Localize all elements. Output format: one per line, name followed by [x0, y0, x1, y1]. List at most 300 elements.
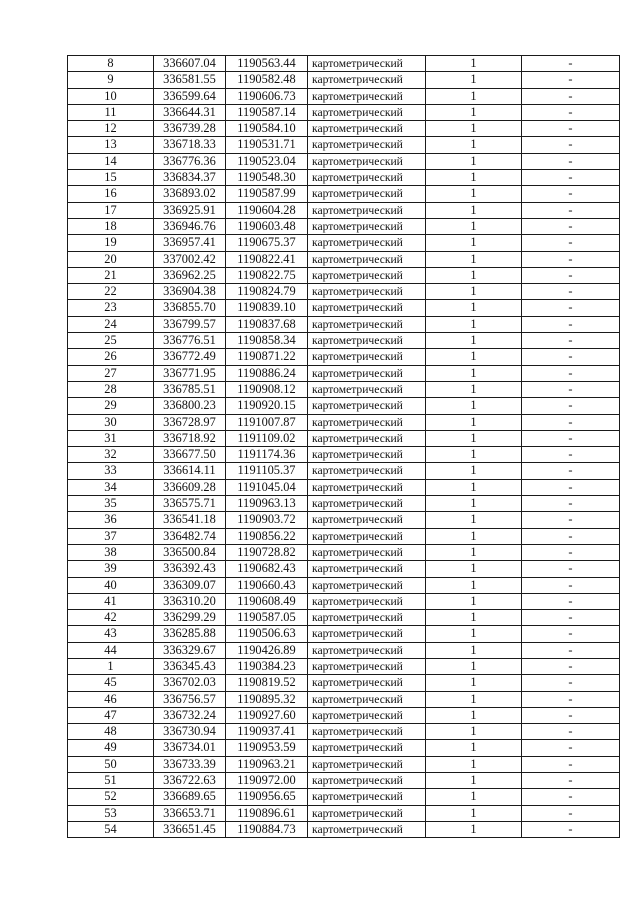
table-row — [68, 691, 620, 707]
method-cell: картометрический — [308, 512, 426, 528]
table-row — [68, 528, 620, 544]
method-cell: картометрический — [308, 284, 426, 300]
x-coordinate-cell: 336689.65 — [154, 789, 226, 805]
x-coordinate-cell: 336772.49 — [154, 349, 226, 365]
note-cell: - — [522, 88, 620, 104]
table-row — [68, 675, 620, 691]
note-cell: - — [522, 137, 620, 153]
y-coordinate-cell: 1190963.13 — [226, 496, 308, 512]
x-coordinate-cell: 336776.36 — [154, 153, 226, 169]
table-row — [68, 496, 620, 512]
point-number-cell: 14 — [68, 153, 154, 169]
point-number-cell: 24 — [68, 316, 154, 332]
method-cell: картометрический — [308, 186, 426, 202]
method-cell: картометрический — [308, 414, 426, 430]
table-row — [68, 756, 620, 772]
y-coordinate-cell: 1191007.87 — [226, 414, 308, 430]
point-number-cell: 32 — [68, 447, 154, 463]
accuracy-cell: 1 — [426, 724, 522, 740]
point-number-cell: 20 — [68, 251, 154, 267]
method-cell: картометрический — [308, 72, 426, 88]
method-cell: картометрический — [308, 349, 426, 365]
point-number-cell: 47 — [68, 707, 154, 723]
point-number-cell: 15 — [68, 170, 154, 186]
table-row — [68, 414, 620, 430]
y-coordinate-cell: 1190908.12 — [226, 381, 308, 397]
table-row — [68, 235, 620, 251]
accuracy-cell: 1 — [426, 398, 522, 414]
note-cell: - — [522, 821, 620, 837]
y-coordinate-cell: 1190523.04 — [226, 153, 308, 169]
x-coordinate-cell: 336609.28 — [154, 479, 226, 495]
x-coordinate-cell: 336893.02 — [154, 186, 226, 202]
accuracy-cell: 1 — [426, 561, 522, 577]
method-cell: картометрический — [308, 658, 426, 674]
point-number-cell: 10 — [68, 88, 154, 104]
point-number-cell: 29 — [68, 398, 154, 414]
note-cell: - — [522, 398, 620, 414]
accuracy-cell: 1 — [426, 789, 522, 805]
note-cell: - — [522, 756, 620, 772]
y-coordinate-cell: 1190587.99 — [226, 186, 308, 202]
table-row — [68, 821, 620, 837]
x-coordinate-cell: 336734.01 — [154, 740, 226, 756]
note-cell: - — [522, 789, 620, 805]
x-coordinate-cell: 336776.51 — [154, 333, 226, 349]
y-coordinate-cell: 1190608.49 — [226, 593, 308, 609]
accuracy-cell: 1 — [426, 544, 522, 560]
x-coordinate-cell: 336329.67 — [154, 642, 226, 658]
accuracy-cell: 1 — [426, 88, 522, 104]
note-cell: - — [522, 381, 620, 397]
y-coordinate-cell: 1191174.36 — [226, 447, 308, 463]
accuracy-cell: 1 — [426, 284, 522, 300]
note-cell: - — [522, 740, 620, 756]
x-coordinate-cell: 336946.76 — [154, 218, 226, 234]
y-coordinate-cell: 1190584.10 — [226, 121, 308, 137]
point-number-cell: 30 — [68, 414, 154, 430]
y-coordinate-cell: 1190604.28 — [226, 202, 308, 218]
x-coordinate-cell: 336607.04 — [154, 56, 226, 72]
point-number-cell: 33 — [68, 463, 154, 479]
table-row — [68, 593, 620, 609]
table-row — [68, 365, 620, 381]
x-coordinate-cell: 336482.74 — [154, 528, 226, 544]
point-number-cell: 18 — [68, 218, 154, 234]
y-coordinate-cell: 1190837.68 — [226, 316, 308, 332]
y-coordinate-cell: 1190956.65 — [226, 789, 308, 805]
method-cell: картометрический — [308, 381, 426, 397]
note-cell: - — [522, 496, 620, 512]
note-cell: - — [522, 284, 620, 300]
x-coordinate-cell: 336653.71 — [154, 805, 226, 821]
method-cell: картометрический — [308, 724, 426, 740]
note-cell: - — [522, 121, 620, 137]
note-cell: - — [522, 316, 620, 332]
x-coordinate-cell: 336957.41 — [154, 235, 226, 251]
x-coordinate-cell: 336718.33 — [154, 137, 226, 153]
table-row — [68, 170, 620, 186]
accuracy-cell: 1 — [426, 675, 522, 691]
method-cell: картометрический — [308, 202, 426, 218]
table-row — [68, 316, 620, 332]
accuracy-cell: 1 — [426, 170, 522, 186]
accuracy-cell: 1 — [426, 365, 522, 381]
accuracy-cell: 1 — [426, 756, 522, 772]
note-cell: - — [522, 251, 620, 267]
y-coordinate-cell: 1190953.59 — [226, 740, 308, 756]
table-row — [68, 267, 620, 283]
x-coordinate-cell: 336309.07 — [154, 577, 226, 593]
method-cell: картометрический — [308, 528, 426, 544]
method-cell: картометрический — [308, 821, 426, 837]
table-row — [68, 789, 620, 805]
x-coordinate-cell: 336345.43 — [154, 658, 226, 674]
coordinates-table — [67, 55, 620, 838]
table-row — [68, 349, 620, 365]
x-coordinate-cell: 336299.29 — [154, 610, 226, 626]
point-number-cell: 41 — [68, 593, 154, 609]
note-cell: - — [522, 267, 620, 283]
y-coordinate-cell: 1191109.02 — [226, 430, 308, 446]
point-number-cell: 39 — [68, 561, 154, 577]
accuracy-cell: 1 — [426, 186, 522, 202]
x-coordinate-cell: 336575.71 — [154, 496, 226, 512]
accuracy-cell: 1 — [426, 56, 522, 72]
note-cell: - — [522, 691, 620, 707]
x-coordinate-cell: 336581.55 — [154, 72, 226, 88]
point-number-cell: 28 — [68, 381, 154, 397]
y-coordinate-cell: 1190675.37 — [226, 235, 308, 251]
x-coordinate-cell: 336733.39 — [154, 756, 226, 772]
x-coordinate-cell: 336651.45 — [154, 821, 226, 837]
point-number-cell: 51 — [68, 773, 154, 789]
table-row — [68, 300, 620, 316]
table-row — [68, 137, 620, 153]
table-row — [68, 398, 620, 414]
note-cell: - — [522, 528, 620, 544]
table-row — [68, 88, 620, 104]
point-number-cell: 26 — [68, 349, 154, 365]
accuracy-cell: 1 — [426, 610, 522, 626]
point-number-cell: 19 — [68, 235, 154, 251]
point-number-cell: 11 — [68, 104, 154, 120]
point-number-cell: 13 — [68, 137, 154, 153]
table-row — [68, 381, 620, 397]
x-coordinate-cell: 336599.64 — [154, 88, 226, 104]
x-coordinate-cell: 336855.70 — [154, 300, 226, 316]
table-row — [68, 186, 620, 202]
point-number-cell: 35 — [68, 496, 154, 512]
y-coordinate-cell: 1190824.79 — [226, 284, 308, 300]
y-coordinate-cell: 1190587.14 — [226, 104, 308, 120]
y-coordinate-cell: 1190587.05 — [226, 610, 308, 626]
table-row — [68, 740, 620, 756]
table-row — [68, 805, 620, 821]
note-cell: - — [522, 218, 620, 234]
method-cell: картометрический — [308, 316, 426, 332]
accuracy-cell: 1 — [426, 137, 522, 153]
y-coordinate-cell: 1190856.22 — [226, 528, 308, 544]
x-coordinate-cell: 336392.43 — [154, 561, 226, 577]
accuracy-cell: 1 — [426, 121, 522, 137]
y-coordinate-cell: 1190903.72 — [226, 512, 308, 528]
method-cell: картометрический — [308, 805, 426, 821]
note-cell: - — [522, 773, 620, 789]
method-cell: картометрический — [308, 496, 426, 512]
method-cell: картометрический — [308, 740, 426, 756]
note-cell: - — [522, 56, 620, 72]
method-cell: картометрический — [308, 430, 426, 446]
point-number-cell: 17 — [68, 202, 154, 218]
x-coordinate-cell: 336728.97 — [154, 414, 226, 430]
table-row — [68, 561, 620, 577]
y-coordinate-cell: 1190506.63 — [226, 626, 308, 642]
accuracy-cell: 1 — [426, 300, 522, 316]
accuracy-cell: 1 — [426, 153, 522, 169]
x-coordinate-cell: 336500.84 — [154, 544, 226, 560]
point-number-cell: 8 — [68, 56, 154, 72]
method-cell: картометрический — [308, 610, 426, 626]
y-coordinate-cell: 1190927.60 — [226, 707, 308, 723]
x-coordinate-cell: 336756.57 — [154, 691, 226, 707]
point-number-cell: 34 — [68, 479, 154, 495]
table-row — [68, 104, 620, 120]
method-cell: картометрический — [308, 561, 426, 577]
y-coordinate-cell: 1190582.48 — [226, 72, 308, 88]
note-cell: - — [522, 170, 620, 186]
y-coordinate-cell: 1190920.15 — [226, 398, 308, 414]
note-cell: - — [522, 300, 620, 316]
note-cell: - — [522, 365, 620, 381]
coordinates-sheet — [67, 55, 619, 838]
point-number-cell: 9 — [68, 72, 154, 88]
accuracy-cell: 1 — [426, 496, 522, 512]
point-number-cell: 45 — [68, 675, 154, 691]
x-coordinate-cell: 336732.24 — [154, 707, 226, 723]
note-cell: - — [522, 479, 620, 495]
note-cell: - — [522, 610, 620, 626]
note-cell: - — [522, 593, 620, 609]
accuracy-cell: 1 — [426, 805, 522, 821]
x-coordinate-cell: 336834.37 — [154, 170, 226, 186]
accuracy-cell: 1 — [426, 251, 522, 267]
point-number-cell: 31 — [68, 430, 154, 446]
accuracy-cell: 1 — [426, 626, 522, 642]
method-cell: картометрический — [308, 447, 426, 463]
note-cell: - — [522, 333, 620, 349]
accuracy-cell: 1 — [426, 235, 522, 251]
table-row — [68, 479, 620, 495]
x-coordinate-cell: 336800.23 — [154, 398, 226, 414]
method-cell: картометрический — [308, 707, 426, 723]
method-cell: картометрический — [308, 267, 426, 283]
accuracy-cell: 1 — [426, 479, 522, 495]
accuracy-cell: 1 — [426, 821, 522, 837]
note-cell: - — [522, 561, 620, 577]
note-cell: - — [522, 186, 620, 202]
point-number-cell: 49 — [68, 740, 154, 756]
table-row — [68, 724, 620, 740]
x-coordinate-cell: 336730.94 — [154, 724, 226, 740]
x-coordinate-cell: 336771.95 — [154, 365, 226, 381]
method-cell: картометрический — [308, 642, 426, 658]
point-number-cell: 38 — [68, 544, 154, 560]
note-cell: - — [522, 72, 620, 88]
accuracy-cell: 1 — [426, 707, 522, 723]
y-coordinate-cell: 1190660.43 — [226, 577, 308, 593]
accuracy-cell: 1 — [426, 430, 522, 446]
y-coordinate-cell: 1190822.75 — [226, 267, 308, 283]
x-coordinate-cell: 336644.31 — [154, 104, 226, 120]
method-cell: картометрический — [308, 577, 426, 593]
method-cell: картометрический — [308, 56, 426, 72]
table-row — [68, 153, 620, 169]
x-coordinate-cell: 336722.63 — [154, 773, 226, 789]
note-cell: - — [522, 447, 620, 463]
x-coordinate-cell: 336739.28 — [154, 121, 226, 137]
y-coordinate-cell: 1190426.89 — [226, 642, 308, 658]
y-coordinate-cell: 1190819.52 — [226, 675, 308, 691]
x-coordinate-cell: 336677.50 — [154, 447, 226, 463]
y-coordinate-cell: 1191045.04 — [226, 479, 308, 495]
point-number-cell: 43 — [68, 626, 154, 642]
point-number-cell: 23 — [68, 300, 154, 316]
method-cell: картометрический — [308, 463, 426, 479]
table-row — [68, 121, 620, 137]
point-number-cell: 40 — [68, 577, 154, 593]
y-coordinate-cell: 1190871.22 — [226, 349, 308, 365]
y-coordinate-cell: 1190548.30 — [226, 170, 308, 186]
method-cell: картометрический — [308, 675, 426, 691]
x-coordinate-cell: 336718.92 — [154, 430, 226, 446]
table-row — [68, 642, 620, 658]
table-row — [68, 512, 620, 528]
accuracy-cell: 1 — [426, 658, 522, 674]
accuracy-cell: 1 — [426, 528, 522, 544]
x-coordinate-cell: 336925.91 — [154, 202, 226, 218]
table-row — [68, 610, 620, 626]
method-cell: картометрический — [308, 88, 426, 104]
y-coordinate-cell: 1190858.34 — [226, 333, 308, 349]
note-cell: - — [522, 202, 620, 218]
note-cell: - — [522, 544, 620, 560]
point-number-cell: 50 — [68, 756, 154, 772]
method-cell: картометрический — [308, 365, 426, 381]
y-coordinate-cell: 1190606.73 — [226, 88, 308, 104]
x-coordinate-cell: 337002.42 — [154, 251, 226, 267]
y-coordinate-cell: 1190895.32 — [226, 691, 308, 707]
point-number-cell: 48 — [68, 724, 154, 740]
accuracy-cell: 1 — [426, 316, 522, 332]
method-cell: картометрический — [308, 479, 426, 495]
table-row — [68, 463, 620, 479]
point-number-cell: 54 — [68, 821, 154, 837]
note-cell: - — [522, 512, 620, 528]
method-cell: картометрический — [308, 756, 426, 772]
accuracy-cell: 1 — [426, 463, 522, 479]
table-row — [68, 447, 620, 463]
note-cell: - — [522, 658, 620, 674]
point-number-cell: 46 — [68, 691, 154, 707]
note-cell: - — [522, 104, 620, 120]
method-cell: картометрический — [308, 398, 426, 414]
accuracy-cell: 1 — [426, 512, 522, 528]
accuracy-cell: 1 — [426, 349, 522, 365]
table-row — [68, 430, 620, 446]
y-coordinate-cell: 1190886.24 — [226, 365, 308, 381]
method-cell: картометрический — [308, 121, 426, 137]
point-number-cell: 36 — [68, 512, 154, 528]
point-number-cell: 12 — [68, 121, 154, 137]
method-cell: картометрический — [308, 170, 426, 186]
accuracy-cell: 1 — [426, 72, 522, 88]
x-coordinate-cell: 336310.20 — [154, 593, 226, 609]
method-cell: картометрический — [308, 593, 426, 609]
note-cell: - — [522, 235, 620, 251]
table-row — [68, 218, 620, 234]
point-number-cell: 53 — [68, 805, 154, 821]
x-coordinate-cell: 336541.18 — [154, 512, 226, 528]
table-row — [68, 284, 620, 300]
accuracy-cell: 1 — [426, 773, 522, 789]
method-cell: картометрический — [308, 137, 426, 153]
note-cell: - — [522, 707, 620, 723]
accuracy-cell: 1 — [426, 447, 522, 463]
point-number-cell: 44 — [68, 642, 154, 658]
point-number-cell: 22 — [68, 284, 154, 300]
method-cell: картометрический — [308, 104, 426, 120]
table-row — [68, 202, 620, 218]
accuracy-cell: 1 — [426, 381, 522, 397]
note-cell: - — [522, 577, 620, 593]
table-row — [68, 544, 620, 560]
method-cell: картометрический — [308, 626, 426, 642]
note-cell: - — [522, 724, 620, 740]
y-coordinate-cell: 1190728.82 — [226, 544, 308, 560]
table-row — [68, 707, 620, 723]
y-coordinate-cell: 1191105.37 — [226, 463, 308, 479]
x-coordinate-cell: 336904.38 — [154, 284, 226, 300]
accuracy-cell: 1 — [426, 691, 522, 707]
table-row — [68, 333, 620, 349]
note-cell: - — [522, 349, 620, 365]
accuracy-cell: 1 — [426, 642, 522, 658]
point-number-cell: 42 — [68, 610, 154, 626]
accuracy-cell: 1 — [426, 104, 522, 120]
note-cell: - — [522, 626, 620, 642]
point-number-cell: 21 — [68, 267, 154, 283]
note-cell: - — [522, 153, 620, 169]
method-cell: картометрический — [308, 789, 426, 805]
table-row — [68, 626, 620, 642]
point-number-cell: 16 — [68, 186, 154, 202]
accuracy-cell: 1 — [426, 202, 522, 218]
table-row — [68, 251, 620, 267]
table-row — [68, 56, 620, 72]
x-coordinate-cell: 336785.51 — [154, 381, 226, 397]
accuracy-cell: 1 — [426, 218, 522, 234]
point-number-cell: 52 — [68, 789, 154, 805]
y-coordinate-cell: 1190896.61 — [226, 805, 308, 821]
table-row — [68, 773, 620, 789]
x-coordinate-cell: 336285.88 — [154, 626, 226, 642]
accuracy-cell: 1 — [426, 414, 522, 430]
accuracy-cell: 1 — [426, 267, 522, 283]
method-cell: картометрический — [308, 153, 426, 169]
method-cell: картометрический — [308, 218, 426, 234]
y-coordinate-cell: 1190603.48 — [226, 218, 308, 234]
